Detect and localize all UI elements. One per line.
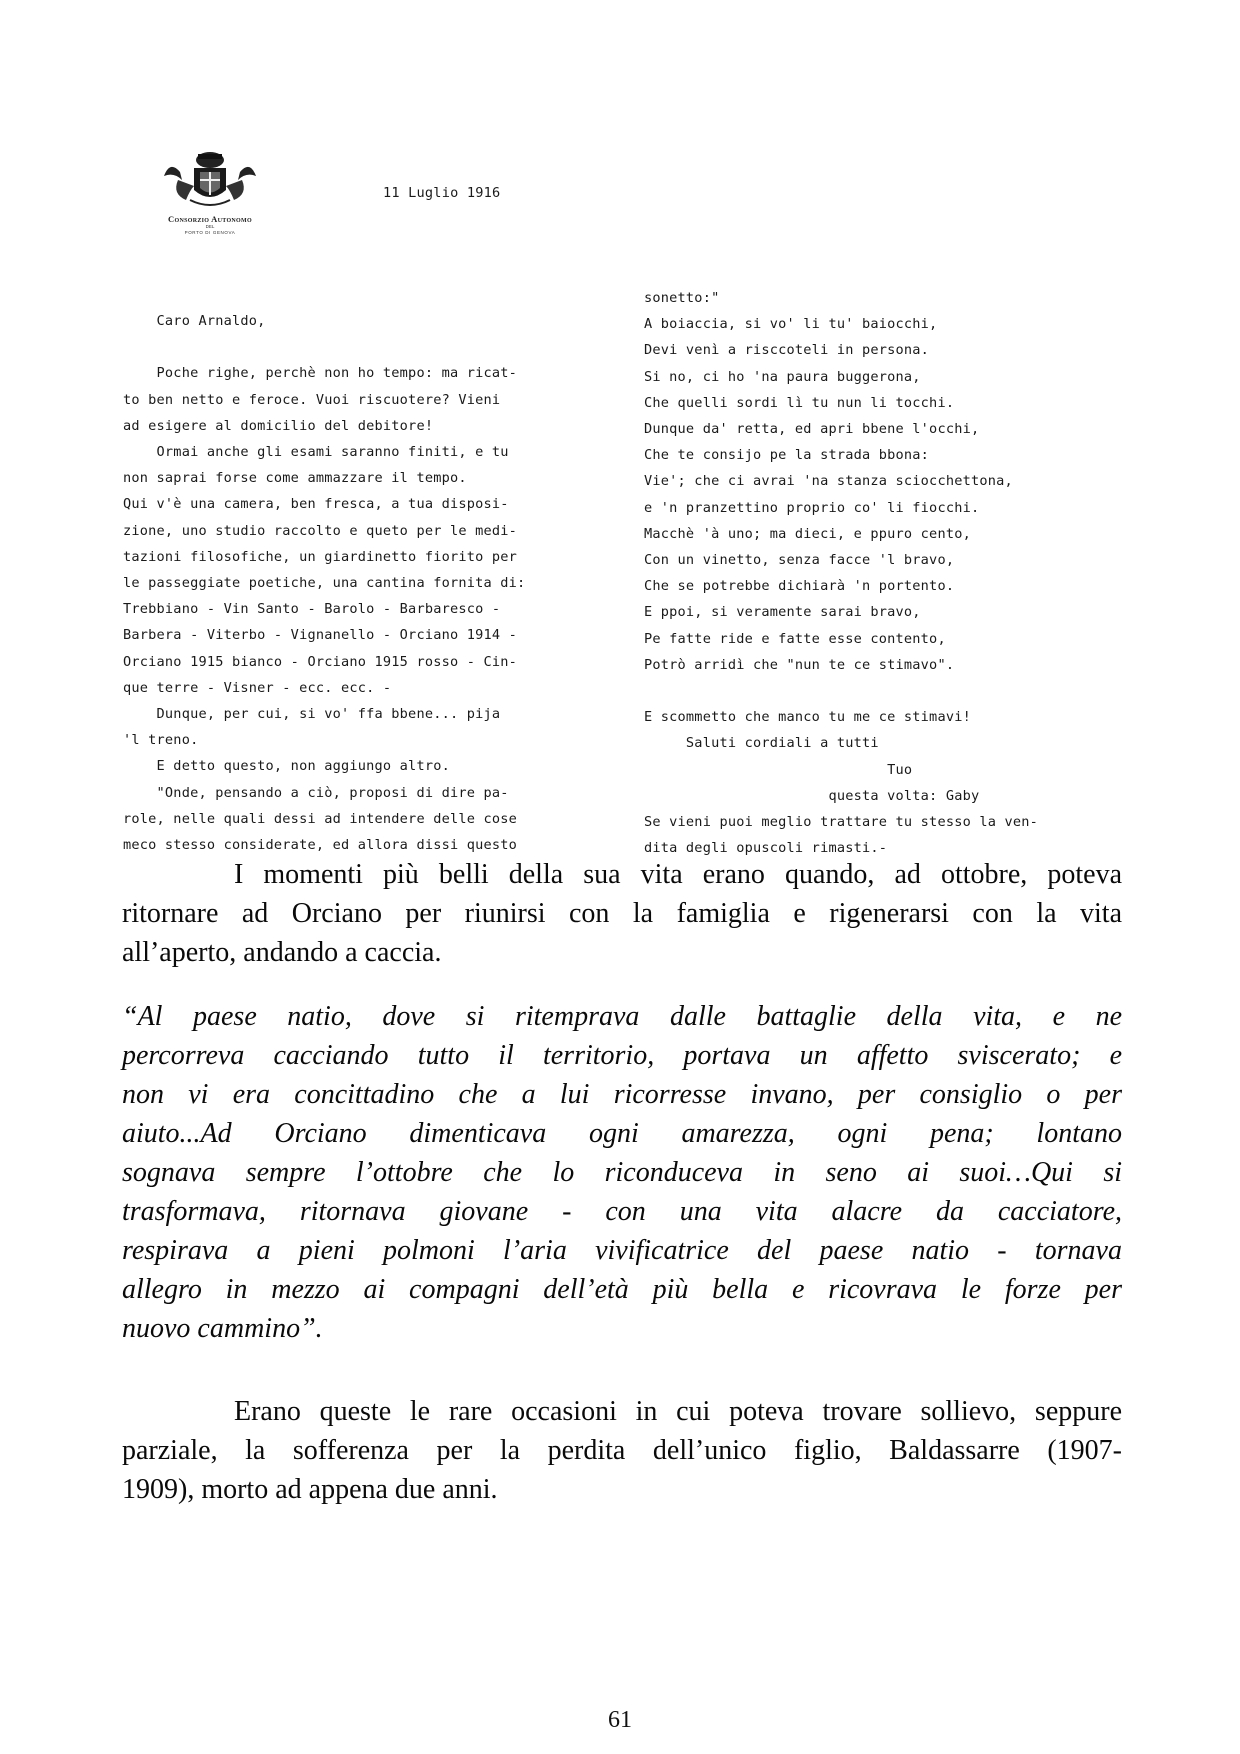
letter-line: E scommetto che manco tu me ce stimavi! [644, 709, 971, 726]
text-line: trasformava, ritornava giovane - con una vita alacre da cacciatore, [122, 1196, 1122, 1227]
text-line: allegro in mezzo ai compagni dell’età più bella e ricovrava le forze per [122, 1274, 1122, 1305]
consortium-port: PORTO DI GENOVA [184, 230, 236, 235]
coat-of-arms-icon [160, 150, 260, 212]
letter-line: ad esigere al domicilio del debitore! [123, 417, 434, 434]
text-line: nuovo cammino”. [122, 1313, 323, 1344]
letter-line: "Onde, pensando a ciò, proposi di dire pa- [123, 784, 509, 801]
text-line: all’aperto, andando a caccia. [122, 937, 442, 968]
letter-line: Dunque, per cui, si vo' ffa bbene... pija [123, 706, 501, 723]
letter-line: dita degli opuscoli rimasti.- [644, 840, 888, 857]
letter-line: le passeggiate poetiche, una cantina fornita di: [123, 575, 526, 592]
letter-line: Che te consijo pe la strada bbona: [644, 447, 930, 464]
letter-line: que terre - Visner - ecc. ecc. - [123, 679, 392, 696]
page-number: 61 [608, 1707, 632, 1733]
letter-line: Che quelli sordi lì tu nun li tocchi. [644, 394, 955, 411]
letter-line: 'l treno. [123, 732, 199, 749]
letter-line: tazioni filosofiche, un giardinetto fiorito per [123, 548, 518, 565]
paragraph-2-quote [122, 997, 1122, 1348]
letter-line: E detto questo, non aggiungo altro. [123, 758, 450, 775]
letter-date: 11 Luglio 1916 [383, 185, 501, 201]
paragraph-3 [122, 1392, 1122, 1509]
letter-line: Vie'; che ci avrai 'na stanza sciocchettona, [644, 473, 1013, 490]
letter-line: e 'n pranzettino proprio co' li fiocchi. [644, 499, 980, 516]
letter-line: E ppoi, si veramente sarai bravo, [644, 604, 921, 621]
text-line: Erano queste le rare occasioni in cui poteva trovare sollievo, seppure [234, 1396, 1122, 1427]
text-line: parziale, la sofferenza per la perdita dell’unico figlio, Baldassarre (1907- [122, 1435, 1122, 1466]
letterhead [140, 150, 280, 236]
text-line: respirava a pieni polmoni l’aria vivificatrice del paese natio - tornava [122, 1235, 1122, 1266]
letter-line: Poche righe, perchè non ho tempo: ma ricat- [123, 365, 518, 382]
text-line: “Al paese natio, dove si ritemprava dalle battaglie della vita, e ne [122, 1001, 1122, 1032]
letter-line: Potrò arridì che "nun te ce stimavo". [644, 656, 955, 673]
letter-line [644, 678, 1038, 704]
letter-line: role, nelle quali dessi ad intendere delle cose [123, 810, 518, 827]
letter-line: zione, uno studio raccolto e queto per le medi- [123, 522, 518, 539]
letter-line: meco stesso considerate, ed allora dissi questo [123, 837, 518, 854]
letter-line: sonetto:" [644, 290, 720, 306]
letter-line: Dunque da' retta, ed apri bbene l'occhi, [644, 421, 980, 438]
letter-line: Ormai anche gli esami saranno finiti, e tu [123, 444, 509, 461]
text-line: non vi era concittadino che a lui ricorresse invano, per consiglio o per [122, 1079, 1122, 1110]
letter-line: Con un vinetto, senza facce 'l bravo, [644, 552, 955, 569]
text-line: percorreva cacciando tutto il territorio, portava un affetto sviscerato; e [122, 1040, 1122, 1071]
letter-line [123, 334, 525, 360]
letter-line: A boiaccia, si vo' li tu' baiocchi, [644, 316, 938, 333]
letter-line: Caro Arnaldo, [123, 313, 266, 329]
letter-line: questa volta: Gaby [644, 787, 980, 804]
consortium-name: Consorzio Autonomo [168, 214, 252, 224]
letter-line: Devi venì a risccoteli in persona. [644, 342, 930, 359]
text-line: aiuto...Ad Orciano dimenticava ogni amarezza, ogni pena; lontano [122, 1118, 1122, 1149]
text-line: sognava sempre l’ottobre che lo riconduceva in seno ai suoi…Qui si [122, 1157, 1122, 1188]
text-line: I momenti più belli della sua vita erano quando, ad ottobre, poteva [234, 859, 1122, 890]
letter-line: Barbera - Viterbo - Vignanello - Orciano 1914 - [123, 627, 518, 644]
letter-line: Trebbiano - Vin Santo - Barolo - Barbaresco - [123, 601, 501, 618]
letter-line: Macchè 'à uno; ma dieci, e ppuro cento, [644, 525, 971, 542]
letter-line: non saprai forse come ammazzare il tempo. [123, 470, 467, 487]
letter-line: Tuo [644, 761, 913, 778]
letter-line: Si no, ci ho 'na paura buggerona, [644, 368, 921, 385]
text-line: 1909), morto ad appena due anni. [122, 1474, 498, 1505]
paragraph-1 [122, 855, 1122, 972]
letter-line: Saluti cordiali a tutti [644, 735, 879, 752]
letter-right-column [644, 285, 1038, 861]
letter-line: Orciano 1915 bianco - Orciano 1915 rosso - Cin- [123, 653, 518, 670]
letter-left-column [123, 308, 525, 858]
letter-line: Qui v'è una camera, ben fresca, a tua disposi- [123, 496, 509, 513]
letter-line: to ben netto e feroce. Vuoi riscuotere? Vieni [123, 391, 501, 408]
text-line: ritornare ad Orciano per riunirsi con la famiglia e rigenerarsi con la vita [122, 898, 1122, 929]
letter-line: Se vieni puoi meglio trattare tu stesso la ven- [644, 814, 1039, 831]
letter-line: Pe fatte ride e fatte esse contento, [644, 630, 946, 647]
consortium-sub: DEL [205, 224, 215, 229]
letter-line: Che se potrebbe dichiarà 'n portento. [644, 578, 955, 595]
